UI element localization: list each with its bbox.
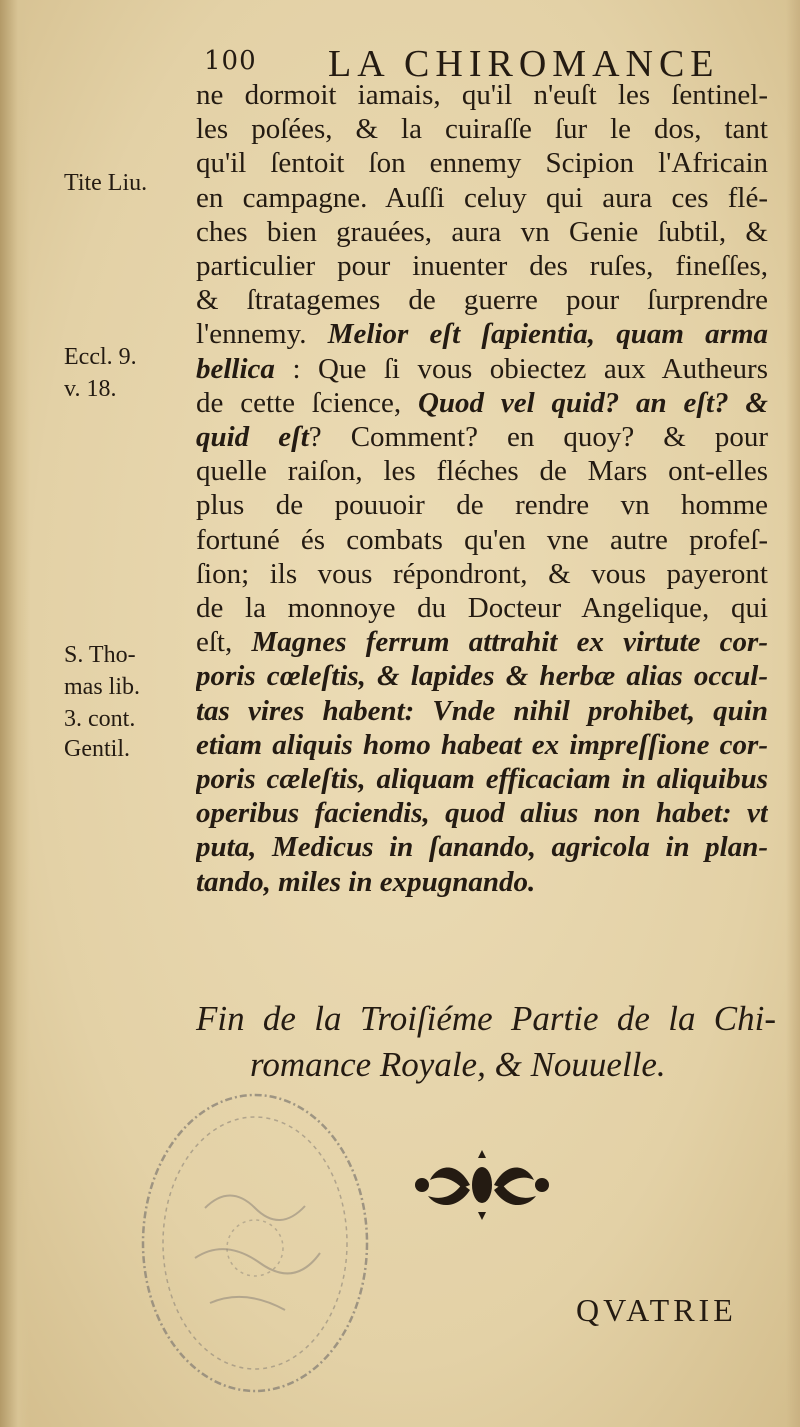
text-line: [196, 283, 768, 317]
part-end-note: [196, 996, 776, 1088]
page-edge: [786, 0, 800, 1427]
margin-note-livy: Tite Liu.: [64, 170, 148, 196]
text-line: [196, 454, 768, 488]
text-segment: les poſées, & la cuiraſſe ſur le dos, tant: [196, 113, 768, 146]
catchword: QVATRIE: [576, 1292, 737, 1328]
text-line: [196, 112, 768, 146]
printers-ornament: [412, 1150, 552, 1220]
latin-quotation: poris cæleſtis, aliquam efficaciam in aliquibus: [196, 763, 768, 796]
end-note-line-1: Fin de la Troiſiéme Partie de la Chi-: [196, 999, 776, 1038]
text-line: [196, 78, 768, 112]
margin-note-thomas-4: Gentil.: [64, 736, 130, 762]
text-line: [196, 728, 768, 762]
library-stamp: [135, 1088, 375, 1398]
text-line: [196, 146, 768, 180]
text-line: [196, 625, 768, 659]
text-line: [196, 796, 768, 830]
text-line: [196, 523, 768, 557]
margin-note-thomas-2: mas lib.: [64, 674, 140, 700]
text-segment: fortuné és combats qu'en vne autre profeſ-: [196, 523, 768, 556]
text-segment: : Que ſi vous obiectez aux Autheurs: [274, 352, 768, 385]
page-number: 100: [204, 46, 257, 76]
margin-note-thomas-3: 3. cont.: [64, 706, 136, 732]
text-segment: & ſtratagemes de guerre pour ſurprendre: [196, 284, 768, 317]
text-line: [196, 386, 768, 420]
text-segment: plus de pouuoir de rendre vn homme: [196, 489, 768, 522]
latin-quotation: operibus faciendis, quod alius non habet: vt: [196, 797, 768, 830]
text-segment: de la monnoye du Docteur Angelique, qui: [196, 592, 768, 625]
text-segment: ne dormoit iamais, qu'il n'euſt les ſentinel-: [196, 79, 768, 111]
text-line: [196, 762, 768, 796]
text-segment: particulier pour inuenter des ruſes, fineſſes,: [196, 250, 768, 283]
latin-quotation: Magnes ferrum attrahit ex virtute cor-: [251, 626, 768, 659]
text-line: [196, 865, 768, 899]
latin-quotation: tas vires habent: Vnde nihil prohibet, quin: [196, 694, 768, 727]
margin-note-thomas-1: S. Tho-: [64, 642, 136, 668]
text-line: [196, 488, 768, 522]
latin-quotation: tando, miles in expugnando.: [196, 865, 536, 898]
text-line: [196, 249, 768, 283]
latin-quotation: puta, Medicus in ſanando, agricola in plan-: [196, 831, 768, 864]
text-segment: ſion; ils vous répondront, & vous payeront: [196, 557, 768, 590]
latin-quotation: poris cœleſtis, & lapides & herbæ alias occul-: [196, 660, 768, 693]
text-segment: eſt,: [196, 626, 252, 659]
latin-quotation: quid eſt: [196, 421, 309, 454]
latin-quotation: etiam aliquis homo habeat ex impreſſione cor-: [196, 728, 768, 761]
text-line: [196, 694, 768, 728]
text-segment: ? Comment? en quoy? & pour: [308, 421, 768, 454]
text-line: [196, 317, 768, 351]
end-note-line-2: romance Royale, & Nouuelle.: [250, 1045, 666, 1084]
text-line: [196, 352, 768, 386]
text-segment: en campagne. Auſſi celuy qui aura ces flé-: [196, 181, 768, 214]
latin-quotation: bellica: [196, 352, 275, 385]
margin-note-verse: v. 18.: [64, 376, 117, 402]
latin-quotation: Quod vel quid? an eſt? &: [417, 386, 768, 419]
text-segment: quelle raiſon, les fléches de Mars ont-elles: [196, 455, 768, 488]
page-gutter: [0, 0, 30, 1427]
text-segment: l'ennemy.: [196, 318, 328, 351]
text-line: [196, 181, 768, 215]
text-line: [196, 557, 768, 591]
running-title: LA CHIROMANCE: [328, 43, 720, 85]
margin-note-eccl: Eccl. 9.: [64, 344, 137, 370]
text-line: [196, 215, 768, 249]
text-line: [196, 659, 768, 693]
text-segment: qu'il ſentoit ſon ennemy Scipion l'Africain: [196, 147, 768, 180]
text-line: [196, 830, 768, 864]
text-segment: de cette ſcience,: [196, 386, 418, 419]
text-line: [196, 591, 768, 625]
text-segment: ches bien grauées, aura vn Genie ſubtil, &: [196, 215, 768, 248]
body-text: [196, 78, 768, 899]
latin-quotation: Melior eſt ſapientia, quam arma: [327, 318, 768, 351]
text-line: [196, 420, 768, 454]
